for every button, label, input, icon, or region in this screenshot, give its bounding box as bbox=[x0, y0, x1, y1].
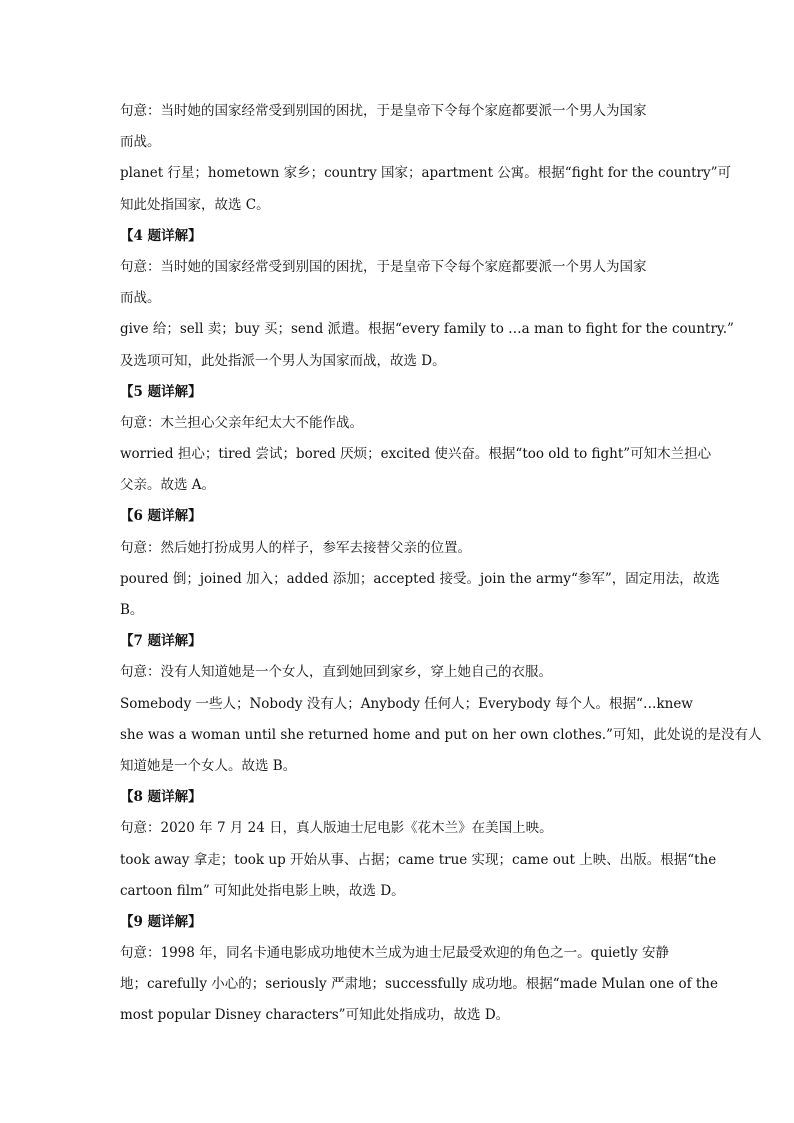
text-line: planet 行星；hometown 家乡；country 国家；apartment 公寓。根据“fight for the country”可 bbox=[120, 165, 732, 182]
text-line: most popular Disney characters”可知此处指成功，故选 D。 bbox=[120, 1007, 510, 1024]
text-line: she was a woman until she returned home and put on her own clothes.”可知，此处说的是没有人 bbox=[120, 726, 762, 743]
text-line: Somebody 一些人；Nobody 没有人；Anybody 任何人；Everybody 每个人。根据“…knew bbox=[120, 695, 693, 712]
text-line: 句意：木兰担心父亲年纪太大不能作战。 bbox=[120, 414, 363, 431]
text-line: poured 倒；joined 加入；added 添加；accepted 接受。join the army“参军”，固定用法，故选 bbox=[120, 570, 720, 587]
question-heading: 【5 题详解】 bbox=[120, 383, 202, 400]
text-line: 句意：当时她的国家经常受到别国的困扰，于是皇帝下令每个家庭都要派一个男人为国家 bbox=[120, 103, 647, 119]
text-line: 及选项可知，此处指派一个男人为国家而战，故选 D。 bbox=[120, 352, 446, 369]
text-line: 句意：2020 年 7 月 24 日，真人版迪士尼电影《花木兰》在美国上映。 bbox=[120, 820, 553, 837]
text-line: 句意：1998 年，同名卡通电影成功地使木兰成为迪士尼最受欢迎的角色之一。quietly 安静 bbox=[120, 945, 669, 962]
text-line: 知道她是一个女人。故选 B。 bbox=[120, 757, 297, 774]
question-heading: 【8 题详解】 bbox=[120, 789, 202, 806]
question-heading: 【4 题详解】 bbox=[120, 227, 202, 244]
text-line: took away 拿走；took up 开始从事、占据；came true 实现；came out 上映、出版。根据“the bbox=[120, 851, 717, 868]
text-line: 句意：然后她打扮成男人的样子，参军去接替父亲的位置。 bbox=[120, 539, 471, 556]
text-line: 地；carefully 小心的；seriously 严肃地；successfully 成功地。根据“made Mulan one of the bbox=[120, 976, 718, 993]
text-line: give 给；sell 卖；buy 买；send 派遣。根据“every family to …a man to fight for the country.” bbox=[120, 321, 734, 338]
text-line: 知此处指国家，故选 C。 bbox=[120, 196, 270, 213]
text-line: B。 bbox=[120, 602, 144, 618]
text-line: cartoon film” 可知此处指电影上映，故选 D。 bbox=[120, 882, 405, 899]
question-heading: 【6 题详解】 bbox=[120, 508, 202, 525]
text-line: worried 担心；tired 尝试；bored 厌烦；excited 使兴奋。根据“too old to fight”可知木兰担心 bbox=[120, 446, 712, 463]
text-line: 而战。 bbox=[120, 290, 161, 307]
text-line: 而战。 bbox=[120, 134, 161, 151]
text-line: 句意：当时她的国家经常受到别国的困扰，于是皇帝下令每个家庭都要派一个男人为国家 bbox=[120, 258, 647, 275]
question-heading: 【9 题详解】 bbox=[120, 913, 202, 930]
document-body bbox=[120, 96, 762, 1032]
text-line: 父亲。故选 A。 bbox=[120, 477, 216, 494]
text-line: 句意：没有人知道她是一个女人，直到她回到家乡，穿上她自己的衣服。 bbox=[120, 664, 552, 681]
question-heading: 【7 题详解】 bbox=[120, 633, 202, 650]
